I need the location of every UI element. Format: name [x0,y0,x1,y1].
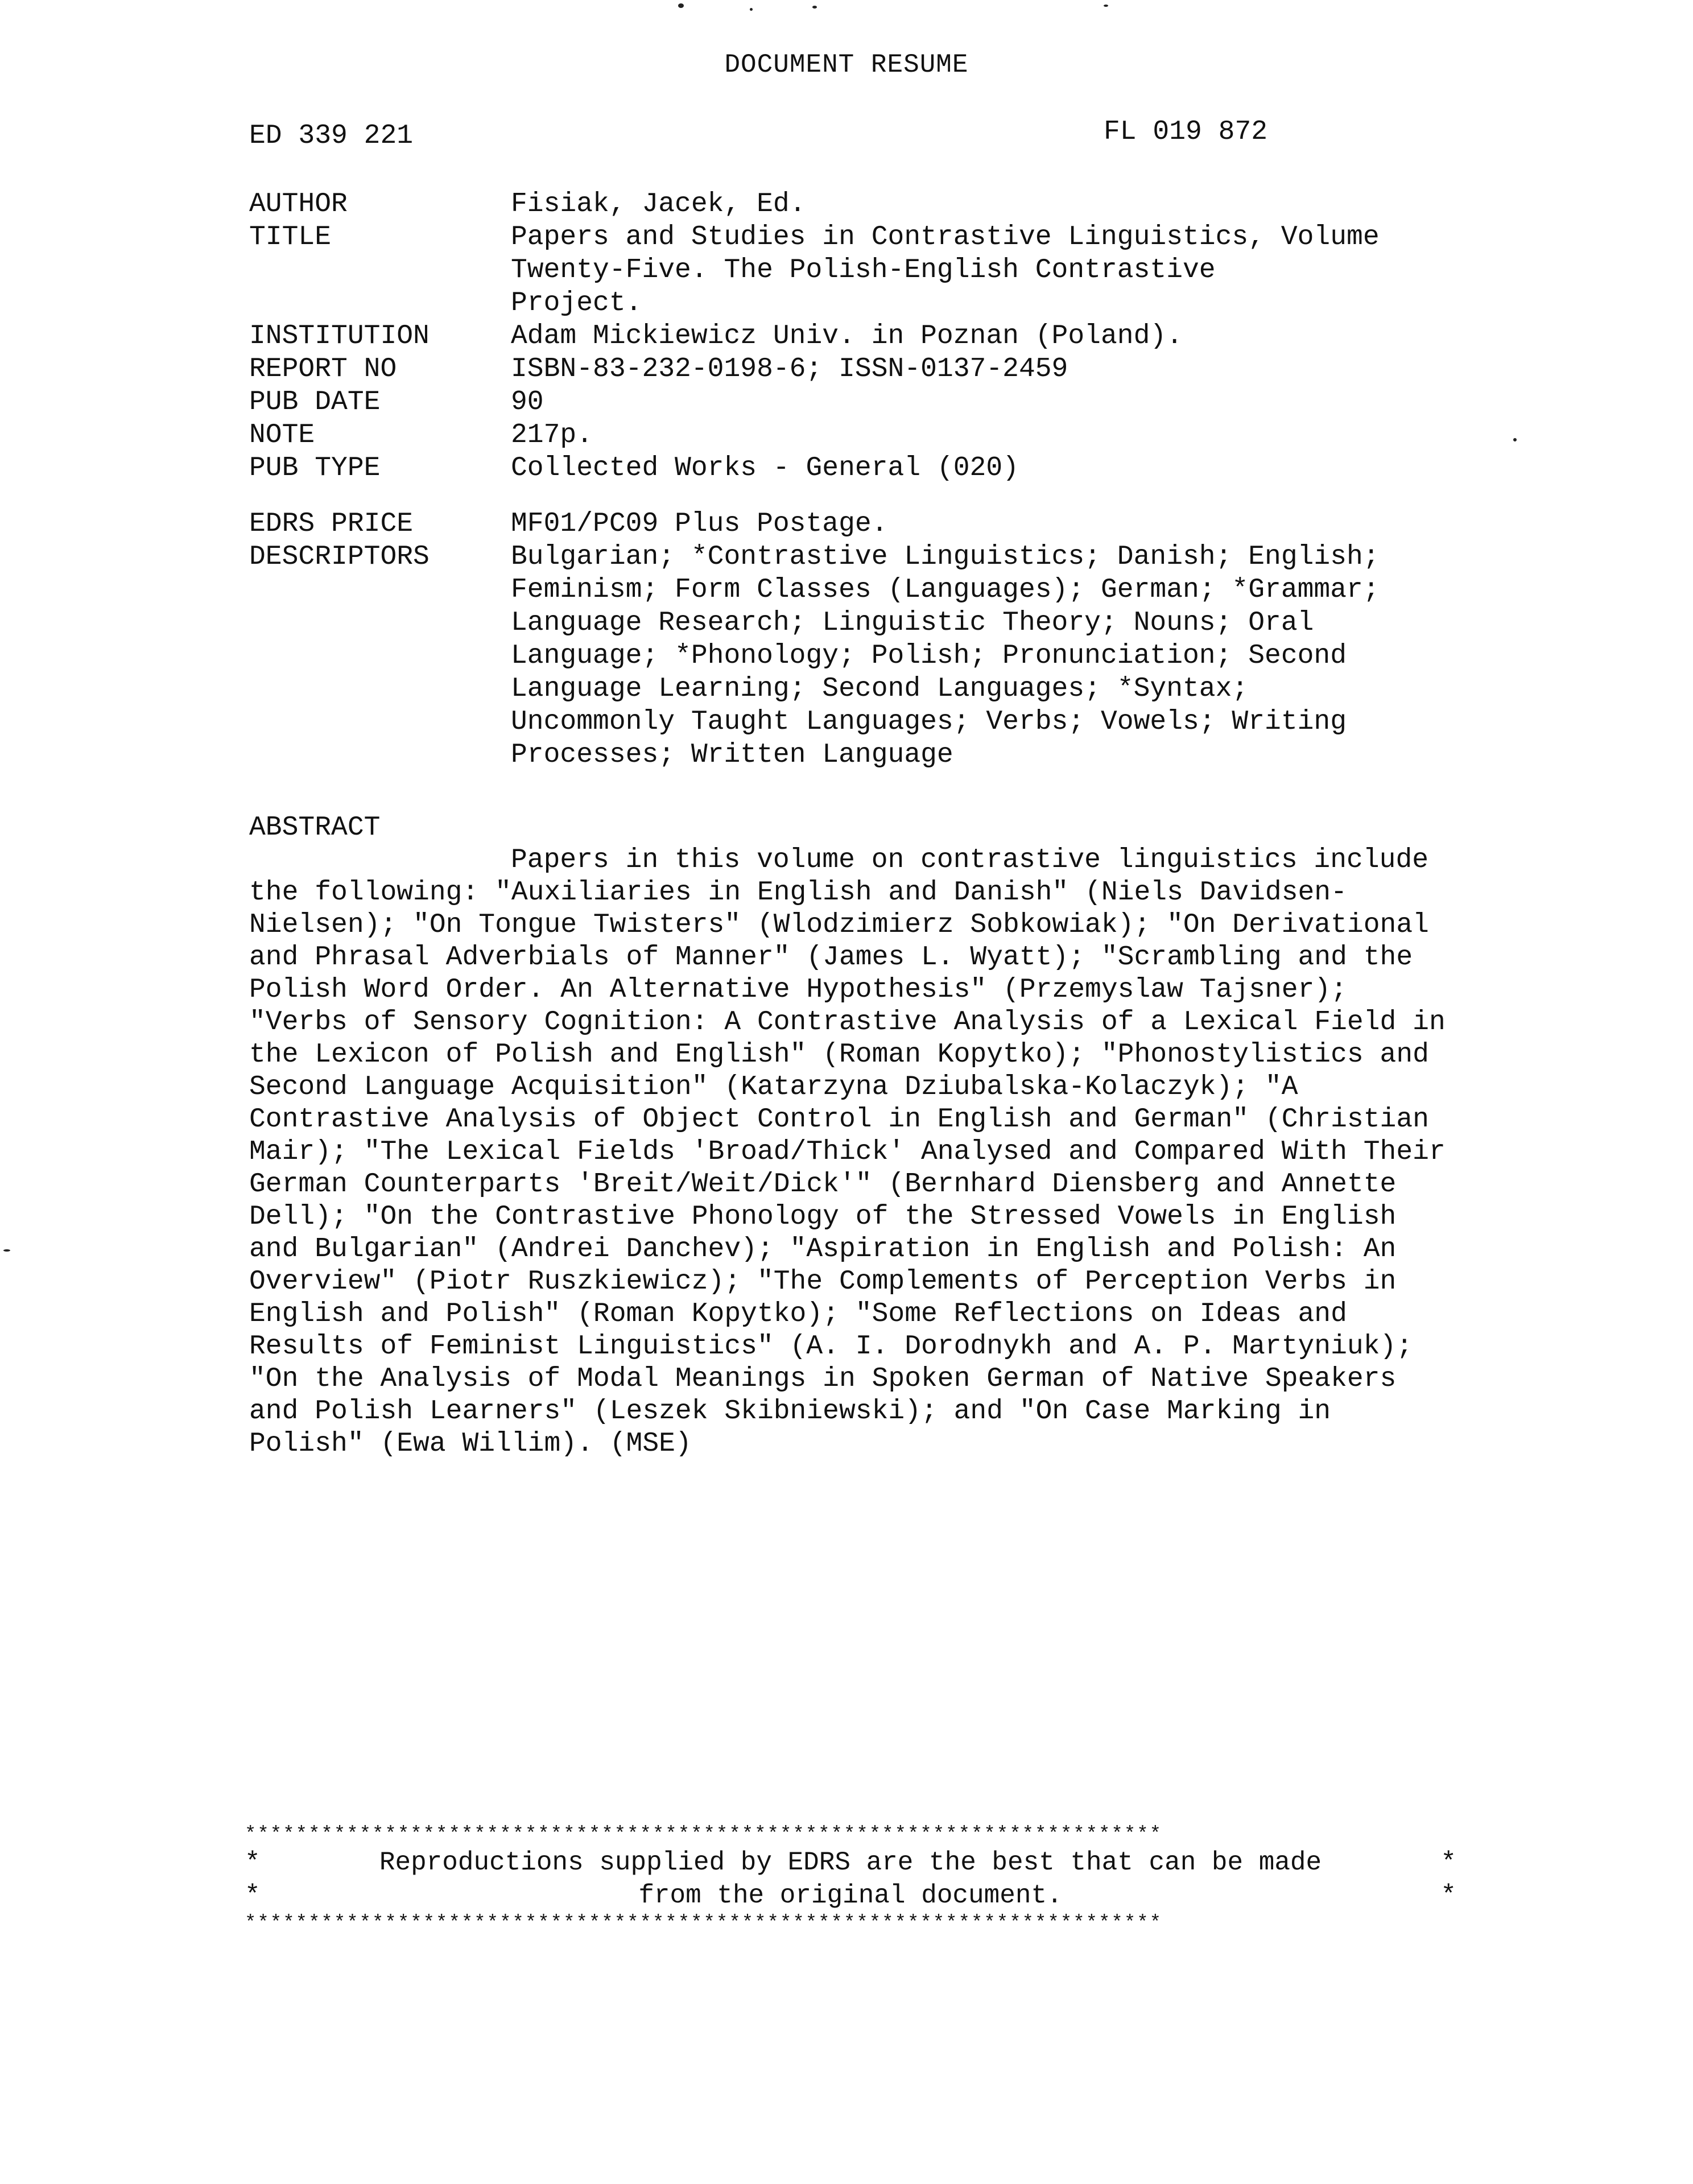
scan-speck [750,8,753,11]
document-title: DOCUMENT RESUME [724,50,969,80]
scan-speck [678,3,684,8]
field-pub-type [249,452,1444,485]
field-value: Adam Mickiewicz Univ. in Poznan (Poland). [511,321,1183,352]
field-label: TITLE [249,222,332,253]
field-label: EDRS PRICE [249,509,414,539]
notice-line-2 [245,1879,1456,1912]
star-left: * [245,1848,261,1877]
ed-number: ED 339 221 [249,121,414,151]
abstract-label: ABSTRACT [249,812,381,843]
field-value: 90 [511,387,544,418]
scan-speck [812,6,817,9]
field-value: Collected Works - General (020) [511,453,1019,484]
notice-line-1 [245,1846,1456,1879]
field-value: Papers and Studies in Contrastive Linguistics, Volume Twenty-Five. The Polish-English Contrastive Project. [511,222,1380,319]
star-left: * [245,1881,261,1910]
field-label: PUB TYPE [249,453,381,484]
star-right: * [1440,1848,1456,1877]
scan-speck [3,1249,10,1252]
field-value: Fisiak, Jacek, Ed. [511,189,806,220]
scan-speck [1513,438,1517,441]
field-report-no [249,353,1444,386]
field-label: DESCRIPTORS [249,542,430,572]
abstract-text: Papers in this volume on contrastive linguistics include the following: "Auxiliaries in English and Danish" (Niels Davidsen-Nielsen); "On Tongue Twisters" (Wlodzimierz Sobkowiak); "On Derivational and Phrasal Adverbials of Manner" (James L. Wyatt); "Scrambling and the Polish Word Order. An Alternative Hypothesis" (Przemyslaw Tajsner); "Verbs of Sensory Cognition: A Contrastive Analysis of a Lexical Field in the Lexicon of Polish and English" (Roman Kopytko); "Phonostylistics and Second Language Acquisition" (Katarzyna Dziubalska-Kolaczyk); "A Contrastive Analysis of Object Control in English and German" (Christian Mair); "The Lexical Fields 'Broad/Thick' Analysed and Compared With Their German Counterparts 'Breit/Weit/Dick'" (Bernhard Diensberg and Annette Dell); "On the Contrastive Phonology of the Stressed Vowels in English and Bulgarian" (Andrei Danchev); "Aspiration in English and Polish: An Overview" (Piotr Ruszkiewicz); "The Complements of Perception Verbs in English and Polish" (Roman Kopytko); "Some Reflections on Ideas and Results of Feminist Linguistics" (A. I. Dorodnykh and A. P. Martyniuk); "On the Analysis of Modal Meanings in Spoken German of Native Speakers and Polish Learners" (Leszek Skibniewski); and "On Case Marking in Polish" (Ewa Willim). (MSE) [249,845,1446,1459]
field-value: Bulgarian; *Contrastive Linguistics; Danish; English; Feminism; Form Classes (Languages); German; *Grammar; Language Research; Linguistic Theory; Nouns; Oral Language; *Phonology; Polish; Pronunciation; Second Language Learning; Second Languages; *Syntax; Uncommonly Taught Languages; Verbs; Vowels; Writing Processes; Written Language [511,542,1380,770]
field-label: INSTITUTION [249,321,430,352]
notice-text-2: from the original document. [638,1881,1063,1910]
field-descriptors [249,540,1444,771]
field-label: AUTHOR [249,189,348,220]
star-right: * [1440,1881,1456,1910]
field-institution [249,320,1444,353]
star-border-top: ************************************************************************ [245,1824,1163,1846]
reproduction-notice [245,1823,1456,1935]
field-value: MF01/PC09 Plus Postage. [511,509,888,539]
field-author [249,188,1444,221]
field-title [249,221,1444,320]
field-gap [249,485,1444,507]
field-label: NOTE [249,420,315,451]
field-pub-date [249,386,1444,419]
field-label: REPORT NO [249,354,397,385]
field-label: PUB DATE [249,387,381,418]
fl-number: FL 019 872 [1104,117,1268,147]
metadata-fields [249,188,1444,771]
scan-speck [1104,5,1108,7]
field-value: ISBN-83-232-0198-6; ISSN-0137-2459 [511,354,1068,385]
notice-text-1: Reproductions supplied by EDRS are the best that can be made [379,1848,1322,1877]
star-border-bottom: ************************************************************************ [245,1913,1163,1934]
field-edrs-price [249,507,1444,540]
field-note [249,419,1444,452]
field-value: 217p. [511,420,593,451]
